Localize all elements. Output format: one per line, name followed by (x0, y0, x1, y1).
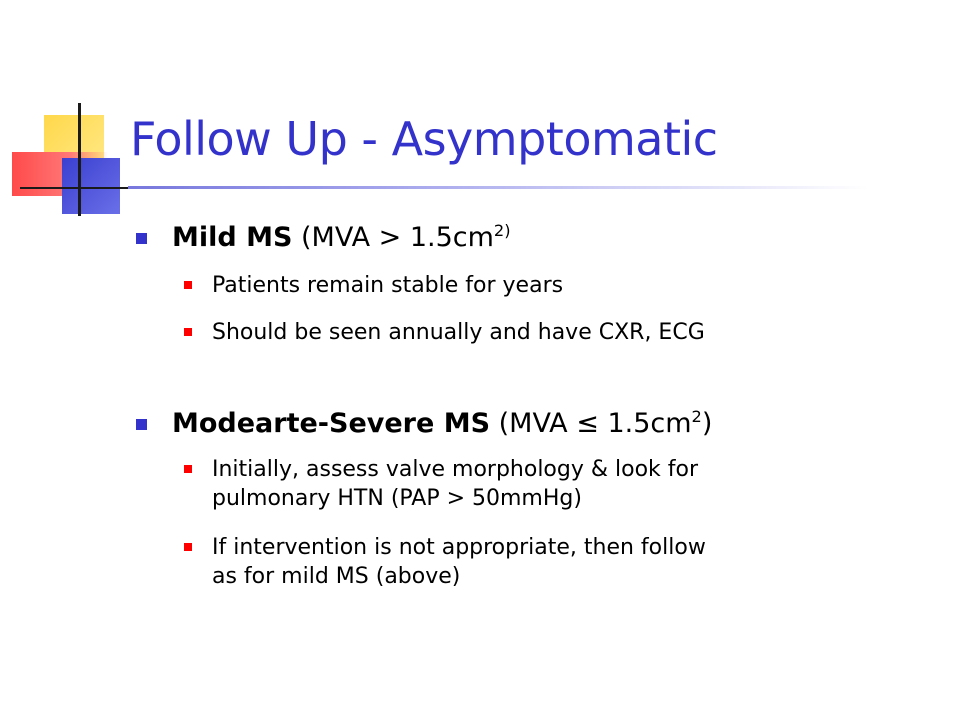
sub-bullet-square-icon (184, 328, 192, 336)
sub-bullet-text: Patients remain stable for years (212, 273, 564, 298)
sub-bullet (212, 318, 705, 347)
decorative-blue-square (62, 158, 120, 214)
bullet-heading-tail: ) (701, 408, 713, 439)
bullet-heading-sup: 2) (493, 221, 511, 240)
slide-title: Follow Up - Asymptomatic (130, 112, 718, 166)
sub-bullet-square-icon (184, 281, 192, 289)
sub-bullet-text-line1: Initially, assess valve morphology & look for (212, 457, 699, 482)
sub-bullet (212, 533, 706, 591)
sub-bullet-text-line1: If intervention is not appropriate, then follow (212, 535, 706, 560)
sub-bullet-square-icon (184, 543, 192, 551)
sub-bullet-text-line2: pulmonary HTN (PAP > 50mmHg) (212, 486, 582, 511)
bullet-heading-text: (MVA > 1.5cm (292, 222, 494, 253)
decorative-vertical-line (78, 103, 81, 216)
bullet-heading-bold: Mild MS (172, 222, 293, 253)
bullet-square-icon (136, 233, 147, 244)
bullet-moderate-severe-ms (172, 408, 712, 439)
sub-bullet-square-icon (184, 465, 192, 473)
sub-bullet (212, 271, 563, 300)
decorative-horizontal-line (20, 187, 130, 189)
title-underline (128, 186, 868, 189)
bullet-square-icon (136, 419, 147, 430)
bullet-heading-text: (MVA ≤ 1.5cm (490, 408, 692, 439)
sub-bullet-text: Should be seen annually and have CXR, ECG (212, 320, 705, 345)
bullet-heading-sup: 2 (691, 407, 702, 426)
bullet-heading-bold: Modearte-Severe MS (172, 408, 491, 439)
sub-bullet (212, 455, 698, 513)
bullet-mild-ms (172, 222, 511, 253)
sub-bullet-text-line2: as for mild MS (above) (212, 564, 461, 589)
